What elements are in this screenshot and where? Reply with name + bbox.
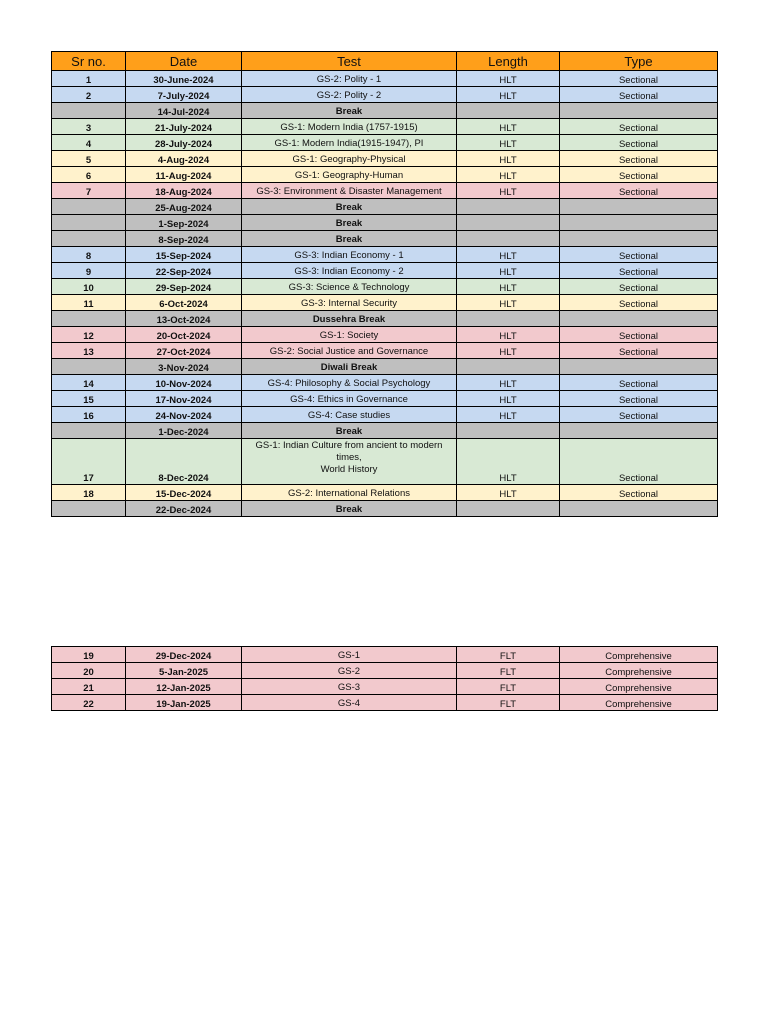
type-cell: Sectional — [560, 71, 718, 87]
type-cell — [560, 103, 718, 119]
type-cell: Sectional — [560, 391, 718, 407]
type-cell — [560, 215, 718, 231]
date-cell: 22-Sep-2024 — [126, 263, 242, 279]
date-cell: 1-Dec-2024 — [126, 423, 242, 439]
length-cell — [457, 231, 560, 247]
date-cell: 22-Dec-2024 — [126, 501, 242, 517]
sr-cell — [52, 311, 126, 327]
type-cell: Comprehensive — [560, 679, 718, 695]
sr-cell: 10 — [52, 279, 126, 295]
header-date: Date — [126, 52, 242, 71]
table-row — [52, 485, 718, 501]
date-cell: 27-Oct-2024 — [126, 343, 242, 359]
length-cell: HLT — [457, 439, 560, 485]
test-cell: GS-1: Society — [242, 327, 457, 343]
length-cell: HLT — [457, 485, 560, 501]
header-length: Length — [457, 52, 560, 71]
date-cell: 24-Nov-2024 — [126, 407, 242, 423]
test-cell: GS-4: Case studies — [242, 407, 457, 423]
sr-cell: 6 — [52, 167, 126, 183]
break-row — [52, 501, 718, 517]
type-cell: Comprehensive — [560, 695, 718, 711]
header-row — [52, 52, 718, 71]
date-cell: 15-Dec-2024 — [126, 485, 242, 501]
sr-cell: 17 — [52, 439, 126, 485]
table-row — [52, 295, 718, 311]
table-row — [52, 343, 718, 359]
type-cell — [560, 501, 718, 517]
table-row — [52, 695, 718, 711]
length-cell: FLT — [457, 663, 560, 679]
break-row — [52, 199, 718, 215]
table-row — [52, 375, 718, 391]
date-cell: 4-Aug-2024 — [126, 151, 242, 167]
date-cell: 8-Dec-2024 — [126, 439, 242, 485]
sr-cell: 20 — [52, 663, 126, 679]
sr-cell: 8 — [52, 247, 126, 263]
length-cell: HLT — [457, 327, 560, 343]
type-cell: Sectional — [560, 327, 718, 343]
type-cell: Sectional — [560, 407, 718, 423]
test-cell: Break — [242, 423, 457, 439]
test-cell: Break — [242, 103, 457, 119]
header-type: Type — [560, 52, 718, 71]
type-cell: Sectional — [560, 343, 718, 359]
schedule-body — [52, 71, 718, 517]
table-row — [52, 247, 718, 263]
type-cell: Sectional — [560, 183, 718, 199]
type-cell: Sectional — [560, 167, 718, 183]
date-cell: 29-Sep-2024 — [126, 279, 242, 295]
date-cell: 29-Dec-2024 — [126, 647, 242, 663]
date-cell: 7-July-2024 — [126, 87, 242, 103]
test-cell: GS-3: Indian Economy - 1 — [242, 247, 457, 263]
length-cell — [457, 359, 560, 375]
type-cell — [560, 199, 718, 215]
length-cell: HLT — [457, 151, 560, 167]
sr-cell — [52, 103, 126, 119]
table-row — [52, 647, 718, 663]
sr-cell: 1 — [52, 71, 126, 87]
date-cell: 3-Nov-2024 — [126, 359, 242, 375]
length-cell: HLT — [457, 279, 560, 295]
date-cell: 25-Aug-2024 — [126, 199, 242, 215]
type-cell: Sectional — [560, 247, 718, 263]
sr-cell — [52, 501, 126, 517]
length-cell: HLT — [457, 407, 560, 423]
break-row — [52, 231, 718, 247]
comprehensive-table — [51, 646, 718, 711]
length-cell: HLT — [457, 295, 560, 311]
length-cell: HLT — [457, 167, 560, 183]
table-row — [52, 391, 718, 407]
date-cell: 12-Jan-2025 — [126, 679, 242, 695]
header-test: Test — [242, 52, 457, 71]
length-cell: FLT — [457, 695, 560, 711]
test-cell: GS-4: Philosophy & Social Psychology — [242, 375, 457, 391]
length-cell: HLT — [457, 183, 560, 199]
sr-cell: 15 — [52, 391, 126, 407]
date-cell: 20-Oct-2024 — [126, 327, 242, 343]
date-cell: 6-Oct-2024 — [126, 295, 242, 311]
date-cell: 15-Sep-2024 — [126, 247, 242, 263]
sr-cell: 4 — [52, 135, 126, 151]
type-cell: Sectional — [560, 87, 718, 103]
type-cell — [560, 359, 718, 375]
test-cell: GS-3: Science & Technology — [242, 279, 457, 295]
header-sr: Sr no. — [52, 52, 126, 71]
date-cell: 28-July-2024 — [126, 135, 242, 151]
sr-cell: 14 — [52, 375, 126, 391]
date-cell: 11-Aug-2024 — [126, 167, 242, 183]
break-row — [52, 103, 718, 119]
type-cell: Sectional — [560, 263, 718, 279]
test-cell: GS-2: Polity - 1 — [242, 71, 457, 87]
type-cell: Sectional — [560, 279, 718, 295]
type-cell: Sectional — [560, 295, 718, 311]
table-row — [52, 279, 718, 295]
table-row — [52, 71, 718, 87]
test-cell: GS-1: Indian Culture from ancient to modern times, World History — [242, 439, 457, 485]
break-row — [52, 423, 718, 439]
type-cell: Comprehensive — [560, 663, 718, 679]
length-cell: FLT — [457, 647, 560, 663]
length-cell — [457, 501, 560, 517]
date-cell: 21-July-2024 — [126, 119, 242, 135]
type-cell — [560, 423, 718, 439]
sr-cell — [52, 359, 126, 375]
length-cell: HLT — [457, 343, 560, 359]
test-cell: Break — [242, 199, 457, 215]
date-cell: 18-Aug-2024 — [126, 183, 242, 199]
comprehensive-body — [52, 647, 718, 711]
table-row — [52, 679, 718, 695]
test-cell: GS-3 — [242, 679, 457, 695]
length-cell — [457, 215, 560, 231]
sr-cell: 11 — [52, 295, 126, 311]
table-row — [52, 327, 718, 343]
type-cell: Sectional — [560, 375, 718, 391]
test-cell: GS-1: Geography-Human — [242, 167, 457, 183]
length-cell: HLT — [457, 247, 560, 263]
sr-cell: 19 — [52, 647, 126, 663]
table-row — [52, 151, 718, 167]
type-cell — [560, 231, 718, 247]
break-row — [52, 215, 718, 231]
test-cell: Break — [242, 501, 457, 517]
table-row — [52, 263, 718, 279]
sr-cell: 18 — [52, 485, 126, 501]
table-row — [52, 183, 718, 199]
test-cell: GS-4: Ethics in Governance — [242, 391, 457, 407]
type-cell: Sectional — [560, 485, 718, 501]
test-cell: Break — [242, 231, 457, 247]
type-cell: Sectional — [560, 439, 718, 485]
length-cell: HLT — [457, 71, 560, 87]
length-cell — [457, 199, 560, 215]
sr-cell: 9 — [52, 263, 126, 279]
date-cell: 10-Nov-2024 — [126, 375, 242, 391]
date-cell: 8-Sep-2024 — [126, 231, 242, 247]
sr-cell: 22 — [52, 695, 126, 711]
break-row — [52, 311, 718, 327]
length-cell: HLT — [457, 263, 560, 279]
sr-cell: 12 — [52, 327, 126, 343]
test-cell: GS-1: Geography-Physical — [242, 151, 457, 167]
sr-cell: 13 — [52, 343, 126, 359]
test-cell: GS-2: Polity - 2 — [242, 87, 457, 103]
test-cell: Diwali Break — [242, 359, 457, 375]
length-cell: HLT — [457, 119, 560, 135]
table-row — [52, 167, 718, 183]
sr-cell — [52, 423, 126, 439]
length-cell: HLT — [457, 87, 560, 103]
sr-cell: 5 — [52, 151, 126, 167]
type-cell — [560, 311, 718, 327]
sr-cell: 21 — [52, 679, 126, 695]
test-cell: GS-3: Indian Economy - 2 — [242, 263, 457, 279]
type-cell: Sectional — [560, 119, 718, 135]
test-cell: GS-2: International Relations — [242, 485, 457, 501]
sr-cell: 2 — [52, 87, 126, 103]
table-row — [52, 407, 718, 423]
test-cell: Dussehra Break — [242, 311, 457, 327]
sr-cell: 16 — [52, 407, 126, 423]
date-cell: 13-Oct-2024 — [126, 311, 242, 327]
table-row — [52, 87, 718, 103]
sr-cell — [52, 215, 126, 231]
test-cell: GS-4 — [242, 695, 457, 711]
length-cell: HLT — [457, 375, 560, 391]
sr-cell — [52, 231, 126, 247]
test-cell: GS-3: Environment & Disaster Management — [242, 183, 457, 199]
test-cell: GS-2 — [242, 663, 457, 679]
sr-cell: 7 — [52, 183, 126, 199]
test-cell: GS-1: Modern India(1915-1947), PI — [242, 135, 457, 151]
test-cell: GS-1 — [242, 647, 457, 663]
length-cell: FLT — [457, 679, 560, 695]
sr-cell — [52, 199, 126, 215]
date-cell: 19-Jan-2025 — [126, 695, 242, 711]
break-row — [52, 359, 718, 375]
test-cell: Break — [242, 215, 457, 231]
table-row — [52, 439, 718, 485]
test-cell: GS-3: Internal Security — [242, 295, 457, 311]
date-cell: 30-June-2024 — [126, 71, 242, 87]
test-cell: GS-1: Modern India (1757-1915) — [242, 119, 457, 135]
type-cell: Comprehensive — [560, 647, 718, 663]
table-row — [52, 135, 718, 151]
date-cell: 1-Sep-2024 — [126, 215, 242, 231]
schedule-table — [51, 51, 718, 517]
table-row — [52, 663, 718, 679]
length-cell: HLT — [457, 391, 560, 407]
sr-cell: 3 — [52, 119, 126, 135]
type-cell: Sectional — [560, 151, 718, 167]
length-cell: HLT — [457, 135, 560, 151]
table-row — [52, 119, 718, 135]
type-cell: Sectional — [560, 135, 718, 151]
date-cell: 5-Jan-2025 — [126, 663, 242, 679]
length-cell — [457, 311, 560, 327]
test-cell: GS-2: Social Justice and Governance — [242, 343, 457, 359]
date-cell: 14-Jul-2024 — [126, 103, 242, 119]
length-cell — [457, 103, 560, 119]
length-cell — [457, 423, 560, 439]
date-cell: 17-Nov-2024 — [126, 391, 242, 407]
